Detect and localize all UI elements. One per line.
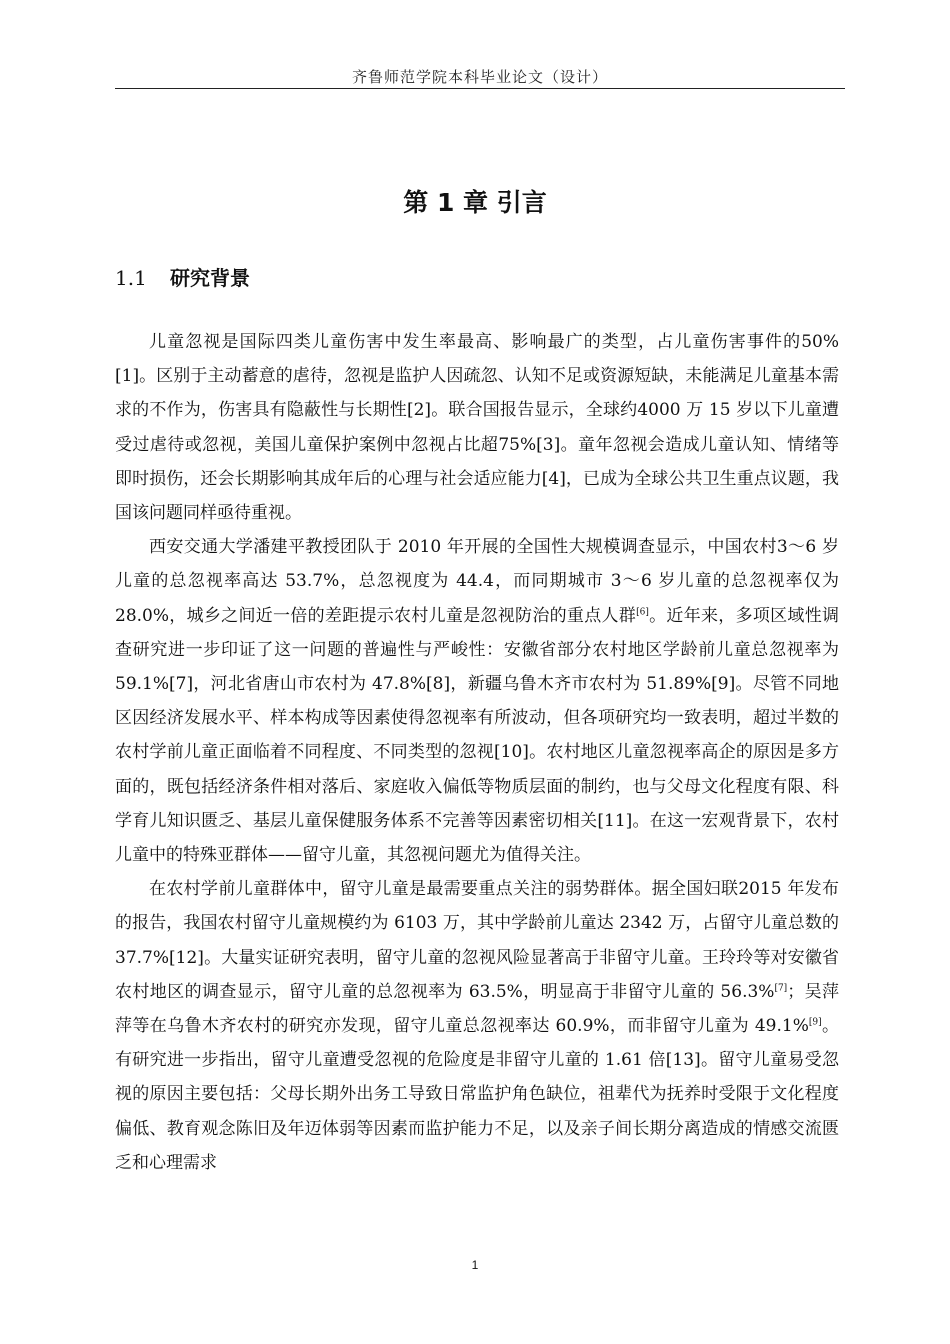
paragraph-3-text-b: ；吴萍萍等在乌鲁木齐农村的研究亦发现，留守儿童总忽视率达 60.9%，而非留守儿童为 49.1% <box>115 981 839 1037</box>
body-text <box>115 325 839 1180</box>
citation-superscript: [6] <box>636 606 649 617</box>
paragraph-1: 儿童忽视是国际四类儿童伤害中发生率最高、影响最广的类型，占儿童伤害事件的50%[1]。区别于主动蓄意的虐待，忽视是监护人因疏忽、认知不足或资源短缺，未能满足儿童基本需求的不作为，伤害具有隐蔽性与长期性[2]。联合国报告显示，全球约4000 万 15 岁以下儿童遭受过虐待或忽视，美国儿童保护案例中忽视占比超75%[3]。童年忽视会造成儿童认知、情绪等即时损伤，还会长期影响其成年后的心理与社会适应能力[4]，已成为全球公共卫生重点议题，我国该问题同样亟待重视。 <box>115 332 839 524</box>
chapter-title: 第 1 章 引言 <box>403 188 547 217</box>
paragraph-2-text-a: 西安交通大学潘建平教授团队于 2010 年开展的全国性大规模调查显示，中国农村3～6 岁儿童的总忽视率高达 53.7%，总忽视度为 44.4，而同期城市 3～6 岁儿童的总忽视率仅为 28.0%，城乡之间近一倍的差距提示农村儿童是忽视防治的重点人群 <box>115 537 839 626</box>
section-heading <box>115 262 250 291</box>
section-number: 1.1 <box>115 266 147 290</box>
section-title: 研究背景 <box>169 266 250 290</box>
running-header: 齐鲁师范学院本科毕业论文（设计） <box>351 68 608 86</box>
citation-superscript: [7] <box>774 983 788 994</box>
paragraph-2 <box>115 530 839 872</box>
paragraph-3 <box>115 872 839 1180</box>
paragraph-2-text-b: 。近年来，多项区域性调查研究进一步印证了这一问题的普遍性与严峻性：安徽省部分农村地区学龄前儿童总忽视率为 59.1%[7]，河北省唐山市农村为 47.8%[8]，新疆乌鲁木齐市农村为 51.89%[9]。尽管不同地区因经济发展水平、样本构成等因素使得忽视率有所波动，但各项研究均一致表明，超过半数的农村学前儿童正面临着不同程度、不同类型的忽视[10]。农村地区儿童忽视率高企的原因是多方面的，既包括经济条件相对落后、家庭收入偏低等物质层面的制约，也与父母文化程度有限、科学育儿知识匮乏、基层儿童保健服务体系不完善等因素密切相关[11]。在这一宏观背景下，农村儿童中的特殊亚群体——留守儿童，其忽视问题尤为值得关注。 <box>115 605 839 866</box>
header-rule <box>115 88 845 89</box>
paragraph-3-text-a: 在农村学前儿童群体中，留守儿童是最需要重点关注的弱势群体。据全国妇联2015 年发布的报告，我国农村留守儿童规模约为 6103 万，其中学龄前儿童达 2342 万，占留守儿童总数的 37.7%[12]。大量实证研究表明，留守儿童的忽视风险显著高于非留守儿童。王玲玲等对安徽省农村地区的调查显示，留守儿童的总忽视率为 63.5%，明显高于非留守儿童的 56.3% <box>115 879 839 1002</box>
citation-superscript: [9] <box>808 1017 822 1028</box>
paragraph-3-text-c: 。有研究进一步指出，留守儿童遭受忽视的危险度是非留守儿童的 1.61 倍[13]。留守儿童易受忽视的原因主要包括：父母长期外出务工导致日常监护角色缺位，祖辈代为抚养时受限于文化程度偏低、教育观念陈旧及年迈体弱等因素而监护能力不足，以及亲子间长期分离造成的情感交流匮乏和心理需求 <box>115 1016 839 1173</box>
page-number: 1 <box>471 1258 479 1272</box>
